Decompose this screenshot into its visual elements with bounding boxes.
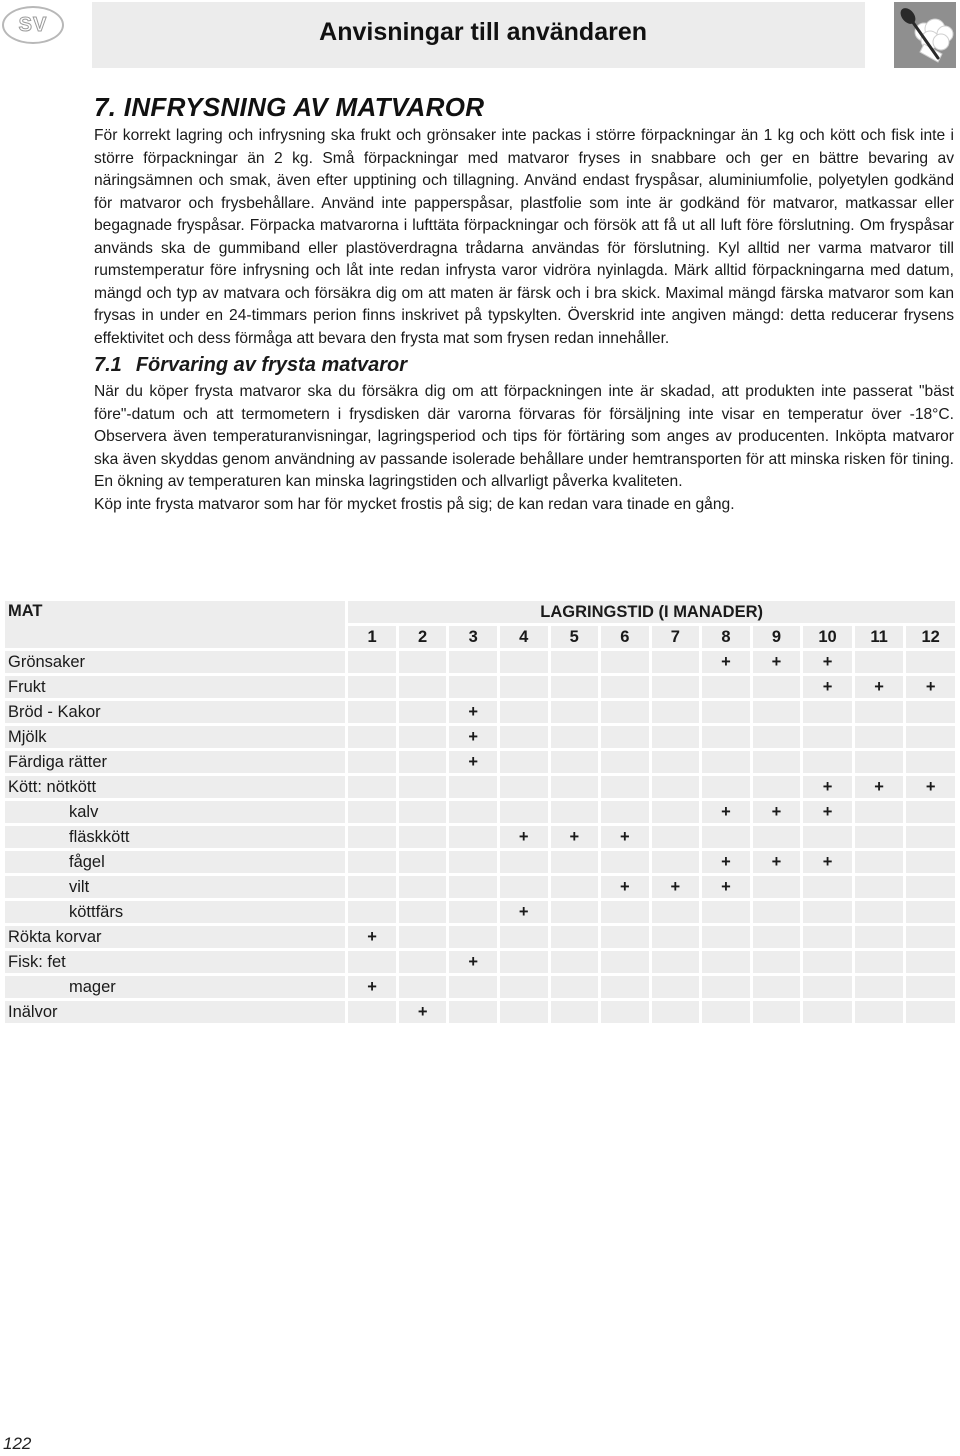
table-row [5,926,955,948]
storage-cell [348,651,396,673]
storage-cell [753,676,801,698]
storage-cell [803,751,852,773]
storage-cell: + [803,851,852,873]
storage-cell [449,676,497,698]
storage-cell [855,926,904,948]
food-label: Mjölk [5,726,345,748]
storage-cell [753,751,801,773]
storage-cell [753,776,801,798]
storage-cell [753,901,801,923]
storage-cell [449,801,497,823]
storage-cell [551,651,599,673]
storage-cell [855,726,904,748]
storage-cell [855,826,904,848]
storage-cell [906,651,955,673]
subsection-title-text: Förvaring av frysta matvaror [135,354,408,376]
storage-cell [348,851,396,873]
storage-cell [500,976,548,998]
storage-cell [551,776,599,798]
storage-cell [702,751,750,773]
table-row [5,951,955,973]
month-header: 9 [753,626,801,648]
storage-cell [399,901,447,923]
storage-cell [399,926,447,948]
storage-cell [906,901,955,923]
storage-cell: + [753,801,801,823]
storage-cell [652,726,700,748]
storage-cell [601,801,649,823]
table-row [5,901,955,923]
storage-cell [500,751,548,773]
table-row [5,651,955,673]
table-row [5,876,955,898]
storage-cell [500,676,548,698]
storage-cell [551,901,599,923]
food-label: Kött: nötkött [5,776,345,798]
storage-cell [652,901,700,923]
storage-cell: + [702,801,750,823]
food-label: Färdiga rätter [5,751,345,773]
food-label: Grönsaker [5,651,345,673]
storage-cell [601,851,649,873]
storage-cell [601,951,649,973]
month-header: 1 [348,626,396,648]
storage-cell [652,926,700,948]
food-label: Rökta korvar [5,926,345,948]
table-row [5,726,955,748]
storage-cell: + [500,901,548,923]
storage-cell [652,676,700,698]
storage-cell [348,776,396,798]
storage-cell: + [500,826,548,848]
page-title: Anvisningar till användaren [319,18,647,46]
storage-cell [702,976,750,998]
storage-cell [348,801,396,823]
page-header [92,2,865,68]
storage-cell [551,701,599,723]
storage-cell [551,876,599,898]
storage-cell [601,976,649,998]
storage-cell [855,951,904,973]
storage-cell [449,826,497,848]
storage-cell [803,951,852,973]
storage-cell [449,651,497,673]
storage-cell [803,826,852,848]
storage-cell [855,801,904,823]
storage-cell: + [601,876,649,898]
table-row [5,801,955,823]
storage-cell [753,826,801,848]
storage-cell: + [855,776,904,798]
storage-cell [803,926,852,948]
storage-cell [399,651,447,673]
storage-cell [399,801,447,823]
storage-cell: + [855,676,904,698]
storage-cell [500,951,548,973]
month-header: 12 [906,626,955,648]
storage-cell [855,651,904,673]
storage-cell [449,1001,497,1023]
storage-cell [652,976,700,998]
storage-cell [753,876,801,898]
storage-cell [803,901,852,923]
storage-cell [348,726,396,748]
storage-cell [702,676,750,698]
storage-cell [906,876,955,898]
storage-cell [449,776,497,798]
storage-table [2,598,958,1026]
storage-cell [601,651,649,673]
storage-cell [753,926,801,948]
storage-cell [449,976,497,998]
storage-cell [702,951,750,973]
storage-cell: + [551,826,599,848]
subsection-title [94,354,954,377]
storage-cell: + [803,676,852,698]
storage-cell: + [399,1001,447,1023]
storage-cell [551,926,599,948]
storage-cell [449,851,497,873]
storage-cell [601,1001,649,1023]
storage-cell [399,701,447,723]
storage-cell [652,651,700,673]
storage-cell [855,901,904,923]
table-row [5,776,955,798]
month-header: 3 [449,626,497,648]
storage-cell [906,976,955,998]
storage-cell [906,926,955,948]
storage-cell [500,1001,548,1023]
table-row [5,1001,955,1023]
storage-cell: + [702,851,750,873]
storage-cell [551,751,599,773]
main-content [94,92,954,516]
storage-cell [803,726,852,748]
storage-cell [500,851,548,873]
storage-cell: + [449,751,497,773]
storage-cell [449,926,497,948]
storage-cell [803,701,852,723]
food-label: köttfärs [5,901,345,923]
section-title: 7. INFRYSNING AV MATVAROR [94,92,485,122]
storage-cell: + [601,826,649,848]
food-label: mager [5,976,345,998]
storage-cell [652,751,700,773]
storage-cell [551,851,599,873]
month-header: 8 [702,626,750,648]
storage-cell: + [803,651,852,673]
storage-cell [753,951,801,973]
storage-cell [399,726,447,748]
storage-cell [753,1001,801,1023]
storage-cell [348,826,396,848]
month-header: 11 [855,626,904,648]
storage-cell [399,951,447,973]
table-row [5,676,955,698]
storage-cell [702,701,750,723]
storage-cell: + [753,851,801,873]
storage-cell [348,701,396,723]
storage-table-body [5,651,955,1023]
storage-cell [601,701,649,723]
month-header: 2 [399,626,447,648]
storage-cell [855,751,904,773]
table-row [5,701,955,723]
storage-cell [652,851,700,873]
storage-cell [855,1001,904,1023]
food-label: Fisk: fet [5,951,345,973]
storage-cell [551,951,599,973]
storage-cell [601,776,649,798]
storage-cell: + [906,676,955,698]
storage-cell [652,826,700,848]
food-label: kalv [5,801,345,823]
month-header: 4 [500,626,548,648]
storage-cell [652,776,700,798]
storage-cell [551,676,599,698]
storage-cell [601,751,649,773]
storage-cell [348,901,396,923]
storage-cell: + [348,926,396,948]
page-number: 122 [3,1434,32,1453]
storage-cell [702,726,750,748]
storage-cell [601,926,649,948]
storage-cell [399,776,447,798]
storage-cell [702,901,750,923]
storage-cell [399,676,447,698]
storage-cell [906,826,955,848]
food-label: fläskkött [5,826,345,848]
subsection-body: När du köper frysta matvaror ska du försäkra dig om att förpackningen inte är skadad, att produkten inte passerat "bäst före"-datum och att termometern i frysdisken där varorna förvaras för försäljning inte visar en temperatur över -18°C. Observera även temperaturanvisningar, lagringsperiod och tips för förtäring som anges av producenten. Inköpta matvaror ska även skyddas genom användning av passande isolerade behållare under hemtransporten för att minska risken för tining. En ökning av temperaturen kan minska lagringstiden och allvarligt påverka kvaliteten. [94,383,954,490]
table-row [5,851,955,873]
storage-cell [500,876,548,898]
storage-cell [348,1001,396,1023]
storage-cell: + [803,776,852,798]
subsection-number: 7.1 [94,354,122,376]
storage-cell [855,976,904,998]
storage-cell [551,1001,599,1023]
storage-cell [906,1001,955,1023]
storage-cell: + [702,876,750,898]
storage-cell [601,901,649,923]
storage-cell [500,651,548,673]
storage-cell [855,851,904,873]
table-row [5,976,955,998]
storage-cell [399,851,447,873]
storage-cell [652,701,700,723]
storage-cell [906,951,955,973]
food-label: fågel [5,851,345,873]
storage-cell [702,776,750,798]
storage-cell [906,851,955,873]
storage-cell [652,1001,700,1023]
storage-cell: + [906,776,955,798]
storage-cell [399,876,447,898]
food-label: Inälvor [5,1001,345,1023]
storage-cell: + [652,876,700,898]
storage-cell: + [702,651,750,673]
storage-cell [551,726,599,748]
storage-cell [449,876,497,898]
storage-cell [855,876,904,898]
storage-cell [702,1001,750,1023]
storage-cell: + [803,801,852,823]
storage-cell: + [449,701,497,723]
storage-cell [348,951,396,973]
storage-cell [399,976,447,998]
storage-cell [855,701,904,723]
storage-cell [500,926,548,948]
storage-cell [551,801,599,823]
table-row [5,751,955,773]
food-column-header: MAT [5,601,345,648]
storage-cell [500,701,548,723]
food-label: Frukt [5,676,345,698]
storage-cell [753,976,801,998]
food-label: Bröd - Kakor [5,701,345,723]
storage-cell [753,701,801,723]
month-header: 6 [601,626,649,648]
month-header: 10 [803,626,852,648]
period-column-header: LAGRINGSTID (I MANADER) [348,601,955,623]
storage-cell: + [348,976,396,998]
storage-cell [652,801,700,823]
storage-cell [803,876,852,898]
storage-cell [601,676,649,698]
storage-cell [906,701,955,723]
storage-cell [348,676,396,698]
subsection-note: Köp inte frysta matvaror som har för mycket frostis på sig; de kan redan vara tinade en gång. [94,495,735,513]
storage-cell [601,726,649,748]
storage-cell: + [449,726,497,748]
storage-cell: + [449,951,497,973]
storage-cell [702,826,750,848]
storage-cell [449,901,497,923]
storage-cell [551,976,599,998]
storage-cell [906,801,955,823]
storage-cell [753,726,801,748]
section-body: För korrekt lagring och infrysning ska frukt och grönsaker inte packas i större förpackningar än 1 kg och kött och fisk inte i större förpackningar än 2 kg. Små förpackningar med matvaror fryses in snabbare och ger en bättre bevaring av näringsämnen och smak, även efter upptining och tillagning. Använd endast fryspåsar, aluminiumfolie, polyetylen godkänd för matvaror och frysbehållare. Använd inte papperspåsar, plastfolie som inte är godkänd för matvaror, matkassar eller begagnade fryspåsar. Förpacka matvarorna i lufttäta förpackningar och försök att få ut all luft före förslutning. Om fryspåsar används ska de gummiband eller plastöverdragna trådarna användas för förslutning. Kyl alltid ner varma matvaror till rumstemperatur före infrysning och låt inte redan infrysta varor vidröra nyinlagda. Märk alltid förpackningarna med datum, mängd och typ av matvara och försäkra dig om att maten är färsk och i bra skick. Maximal mängd färska matvaror som kan frysas in under en 24-timmars perion finns inskrivet på typskylten. Överskrid inte angiven mängd: detta reducerar frysens effektivitet och dess förmåga att bevara den frysta mat som frysen redan innehåller. [94,127,954,347]
storage-cell [348,751,396,773]
month-header: 5 [551,626,599,648]
storage-cell [803,976,852,998]
storage-cell [399,826,447,848]
chef-hat-spoon-icon [894,2,956,68]
storage-cell [652,951,700,973]
storage-cell [500,776,548,798]
table-row [5,826,955,848]
storage-cell: + [753,651,801,673]
storage-cell [702,926,750,948]
storage-cell [906,726,955,748]
storage-cell [906,751,955,773]
storage-cell [500,801,548,823]
language-badge: SV [2,6,64,44]
storage-cell [399,751,447,773]
food-label: vilt [5,876,345,898]
month-header: 7 [652,626,700,648]
storage-cell [348,876,396,898]
storage-cell [803,1001,852,1023]
storage-cell [500,726,548,748]
